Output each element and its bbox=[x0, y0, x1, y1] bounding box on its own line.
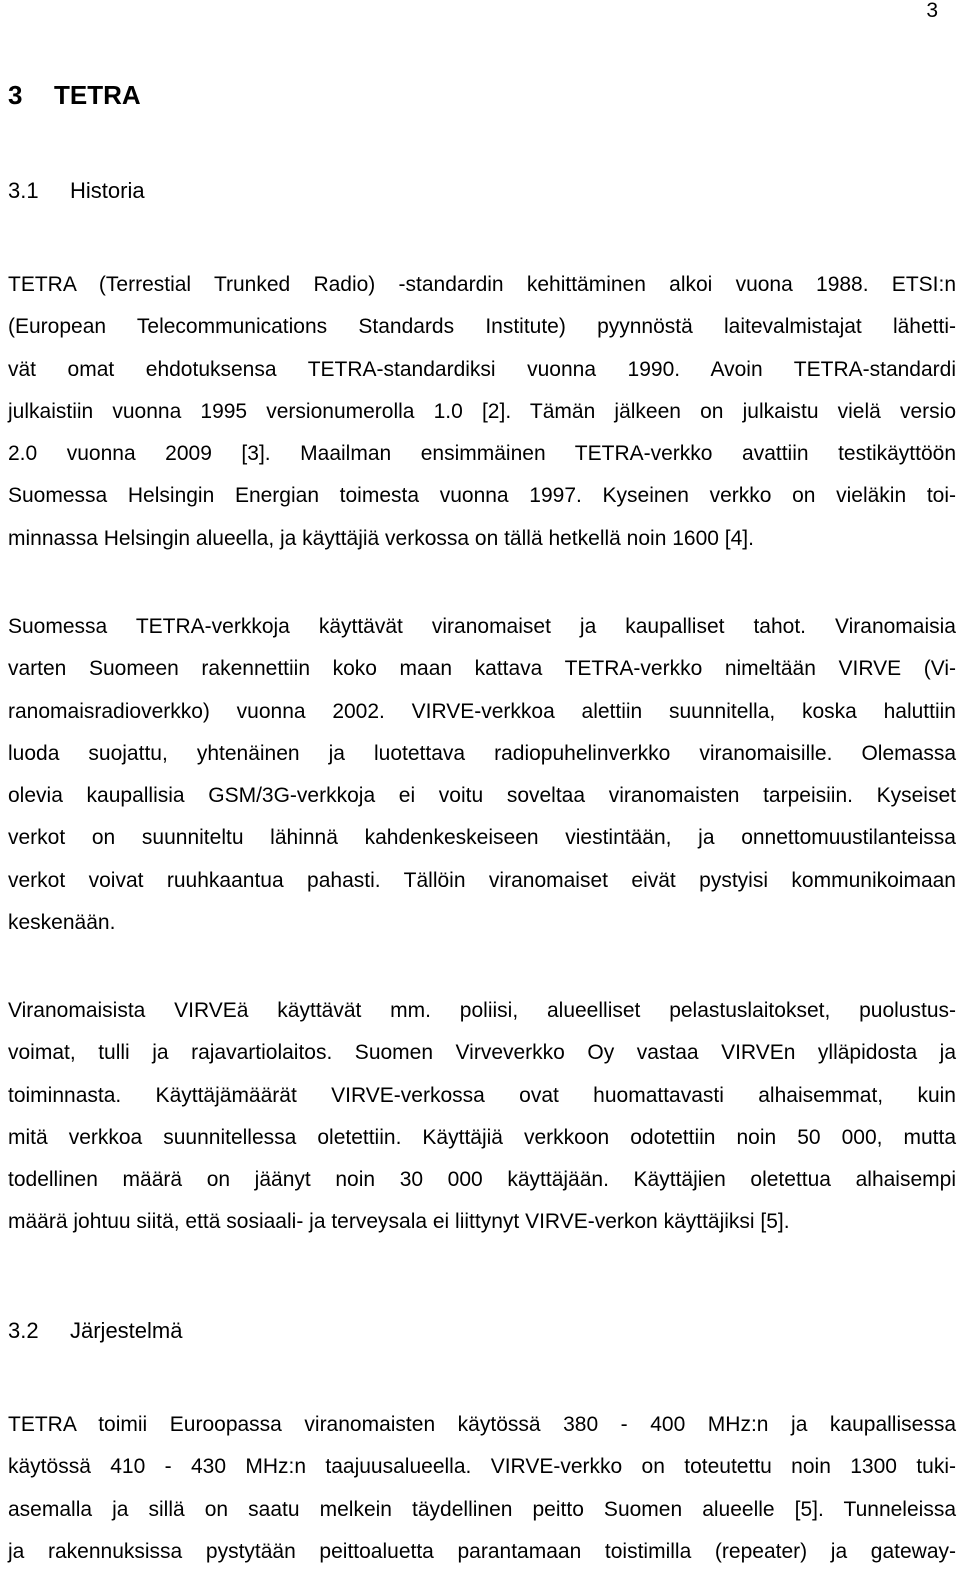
section-number: 3.1 bbox=[8, 178, 39, 203]
section-title: Historia bbox=[70, 178, 145, 203]
text-line: vät omat ehdotuksensa TETRA-standardiksi vuonna 1990. Avoin TETRA-standardi bbox=[8, 357, 956, 381]
text-line: määrä johtuu siitä, että sosiaali- ja terveysala ei liittynyt VIRVE-verkon käyttäjiksi [5]. bbox=[8, 1210, 790, 1234]
text-line: luoda suojattu, yhtenäinen ja luotettava radiopuhelinverkko viranomaisille. Olemassa bbox=[8, 741, 956, 765]
text-line: TETRA toimii Euroopassa viranomaisten käytössä 380 - 400 MHz:n ja kaupallisessa bbox=[8, 1413, 956, 1436]
text-line: käytössä 410 - 430 MHz:n taajuusalueella. VIRVE-verkko on toteutettu noin 1300 tuki- bbox=[8, 1455, 956, 1479]
text-line: asemalla ja sillä on saatu melkein täydellinen peitto Suomen alueelle [5]. Tunneleissa bbox=[8, 1497, 956, 1521]
paragraph-virve-users bbox=[8, 990, 956, 1244]
paragraph-virve-background bbox=[8, 606, 956, 944]
chapter-heading bbox=[8, 78, 141, 112]
page-number: 3 bbox=[926, 0, 938, 22]
text-line: ja rakennuksissa pystytään peittoaluetta parantamaan toistimilla (repeater) ja gateway- bbox=[8, 1539, 956, 1563]
text-line: 2.0 vuonna 2009 [3]. Maailman ensimmäinen TETRA-verkko avattiin testikäyttöön bbox=[8, 442, 956, 466]
text-line: voimat, tulli ja rajavartiolaitos. Suomen Virveverkko Oy vastaa VIRVEn ylläpidosta ja bbox=[8, 1041, 956, 1065]
text-line: Viranomaisista VIRVEä käyttävät mm. poliisi, alueelliset pelastuslaitokset, puolustus- bbox=[8, 999, 956, 1022]
text-line: Suomessa Helsingin Energian toimesta vuonna 1997. Kyseinen verkko on vieläkin toi- bbox=[8, 484, 956, 508]
text-line: keskenään. bbox=[8, 911, 116, 935]
text-line: (European Telecommunications Standards Institute) pyynnöstä laitevalmistajat lähetti- bbox=[8, 315, 956, 339]
text-line: TETRA (Terrestial Trunked Radio) -standardin kehittäminen alkoi vuona 1988. ETSI:n bbox=[8, 273, 956, 296]
paragraph-history-intro bbox=[8, 264, 956, 560]
section-heading-historia bbox=[8, 176, 145, 206]
text-line: olevia kaupallisia GSM/3G-verkkoja ei voitu soveltaa viranomaisten tarpeisiin. Kyseiset bbox=[8, 784, 956, 808]
text-line: verkot on suunniteltu lähinnä kahdenkeskeiseen viestintään, ja onnettomuustilanteissa bbox=[8, 826, 956, 850]
text-line: todellinen määrä on jäänyt noin 30 000 käyttäjään. Käyttäjien oletettua alhaisempi bbox=[8, 1168, 956, 1192]
text-line: julkaistiin vuonna 1995 versionumerolla 1.0 [2]. Tämän jälkeen on julkaistu vielä versio bbox=[8, 399, 956, 423]
chapter-title: TETRA bbox=[54, 80, 141, 110]
section-heading-jarjestelma bbox=[8, 1316, 182, 1346]
text-line: ranomaisradioverkko) vuonna 2002. VIRVE-verkkoa alettiin suunnitella, koska haluttiin bbox=[8, 699, 956, 723]
section-title: Järjestelmä bbox=[70, 1318, 183, 1343]
text-line: varten Suomeen rakennettiin koko maan kattava TETRA-verkko nimeltään VIRVE (Vi- bbox=[8, 657, 956, 681]
text-line: verkot voivat ruuhkaantua pahasti. Tällöin viranomaiset eivät pystyisi kommunikoimaan bbox=[8, 868, 956, 892]
chapter-number: 3 bbox=[8, 80, 23, 110]
paragraph-system-frequencies bbox=[8, 1404, 956, 1573]
section-number: 3.2 bbox=[8, 1318, 39, 1343]
text-line: toiminnasta. Käyttäjämäärät VIRVE-verkossa ovat huomattavasti alhaisemmat, kuin bbox=[8, 1083, 956, 1107]
text-line: minnassa Helsingin alueella, ja käyttäjiä verkossa on tällä hetkellä noin 1600 [4]. bbox=[8, 526, 754, 550]
text-line: Suomessa TETRA-verkkoja käyttävät viranomaiset ja kaupalliset tahot. Viranomaisia bbox=[8, 615, 956, 638]
text-line: mitä verkkoa suunnitellessa oletettiin. Käyttäjiä verkkoon odotettiin noin 50 000, mutta bbox=[8, 1125, 956, 1149]
